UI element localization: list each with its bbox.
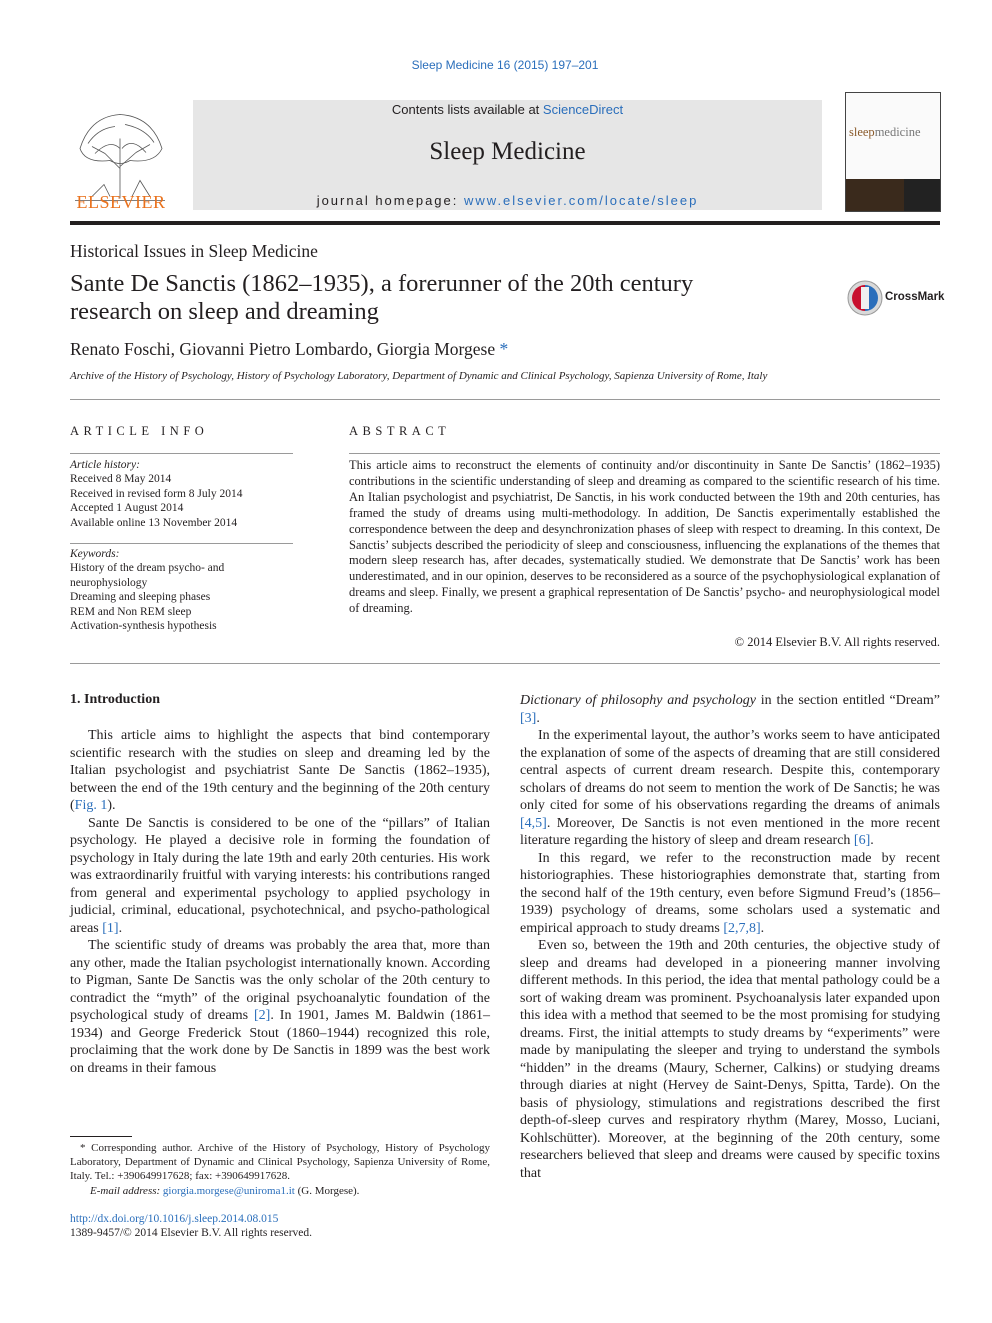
issn-copyright: 1389-9457/© 2014 Elsevier B.V. All rights reserved. [70, 1227, 313, 1239]
journal-title: Sleep Medicine [429, 138, 586, 165]
journal-homepage [193, 193, 822, 208]
citation-link[interactable]: [3] [520, 710, 537, 726]
text-run: In the experimental layout, the author’s works seem to have anticipated the explanation of some of the aspects of dreaming that are still considered central aspects of current dream research. Despite this, contemporary scholars of dreams do not seem to mention the work of De Sanctis; he was only cited for some of his observations regarding the dreams of animals [520, 728, 940, 813]
keywords-label: Keywords: [70, 548, 120, 560]
text-run: in the section entitled “Dream” [756, 693, 941, 708]
citation-link[interactable]: [2] [254, 1008, 271, 1023]
elsevier-wordmark: ELSEVIER [76, 192, 166, 212]
authors-text: Renato Foschi, Giovanni Pietro Lombardo, Giorgia Morgese [70, 339, 496, 359]
figure-ref-link[interactable]: Fig. 1 [74, 798, 108, 813]
abstract-text: This article aims to reconstruct the elements of continuity and/or discontinuity in Sante De Sanctis’ (1862–1935) contributions in the scientific understanding of sleep and dreaming as compared to the scientific research of his time. An Italian psychologist and psychiatrist, De Sanctis, in his work conducted between the 19th and 20th centuries, has framed the study of dreams using multi-methodology. In addition, De Sanctis experimentally established the correspondence between the deep and desynchronization phases of sleep with respect to dreaming. In this context, De Sanctis’ subjects described the periodicity of sleep and consciousness, influencing the explanations of the themes that modern sleep research has, after decades, systematically studied. We demonstrate that De Sanctis’ work has been underestimated, and in our opinion, deserves to be reconsidered as a source of the psychophysiological explanation of dreams and sleep. Finally, we present a graphical representation of De Sanctis’ psycho- and neurophysiological model of dreaming. [349, 458, 940, 616]
article-title [70, 270, 790, 326]
introduction-heading: 1. Introduction [70, 692, 160, 707]
divider [349, 453, 940, 454]
footnote-body: Corresponding author. Archive of the History of Psychology, History of Psychology Laboratory, Department of Dynamic and Clinical Psychology, Sapienza University of Rome, Italy. Tel.: +390649917628; fax: +390649917628. [70, 1142, 490, 1183]
text-run: Sante De Sanctis is considered to be one of the “pillars” of Italian psychology. He played a decisive role in forming the foundation of psychology in Italy during the late 19th and early 20th centuries. His work was extraordinarily fruitful with varying interests: his contributions ranged from general and experimental psychology to applied psychology in judicial, criminal, educational, psychotechnical, and psycho-pathological areas [70, 815, 490, 936]
citation-link[interactable]: [6] [853, 833, 871, 848]
history-item: Received in revised form 8 July 2014 [70, 487, 243, 500]
citation-link[interactable]: [1] [102, 920, 119, 936]
email-link[interactable]: giorgia.morgese@uniroma1.it [162, 1184, 295, 1197]
divider [70, 663, 940, 664]
section-heading: Historical Issues in Sleep Medicine [70, 241, 318, 261]
divider [70, 399, 940, 400]
keywords [70, 547, 293, 633]
footnote-text [70, 1141, 490, 1184]
text-run-italic: Dictionary of philosophy and psychology [520, 693, 757, 708]
history-label: Article history: [70, 459, 140, 471]
text-run: . [536, 710, 540, 726]
email-suffix: (G. Morgese). [294, 1184, 360, 1197]
abstract-heading: ABSTRACT [349, 424, 451, 438]
corresponding-author-mark[interactable]: * [499, 339, 509, 359]
footnote-rule [70, 1136, 132, 1137]
paragraph [70, 815, 490, 938]
corresponding-author-footnote [70, 1141, 490, 1198]
paragraph [70, 937, 490, 1077]
history-item: Received 8 May 2014 [70, 473, 172, 486]
citation-link[interactable]: [4,5] [520, 815, 547, 831]
article-info-heading: ARTICLE INFO [70, 424, 209, 438]
text-run: . [760, 920, 765, 936]
doi-link[interactable]: http://dx.doi.org/10.1016/j.sleep.2014.08.015 [70, 1213, 279, 1225]
keyword-item: REM and Non REM sleep [70, 605, 192, 618]
journal-citation[interactable]: Sleep Medicine 16 (2015) 197–201 [411, 58, 599, 72]
contents-prefix: Contents lists available at [391, 102, 543, 117]
text-run: . [118, 920, 123, 936]
text-run: The scientific study of dreams was probably the area that, more than any other, made the Italian psychologist internationally known. According to Pigman, Sante De Sanctis was the only scholar of the 20th century to contradict the “myth” of the original psychoanalytic foundation of the psychological study of dreams [70, 938, 490, 1023]
paragraph [520, 850, 940, 938]
cover-strip-accent [846, 179, 904, 211]
email-label: E-mail address: [90, 1184, 161, 1197]
homepage-link[interactable]: www.elsevier.com/locate/sleep [464, 193, 699, 208]
text-run: . [870, 833, 874, 848]
contents-available [193, 102, 822, 117]
paragraph: Even so, between the 19th and 20th centuries, the objective study of sleep and dreams had developed in a pioneering manner involving different methods. In this period, the idea that mental pathology could be a sort of waking dream was prominent. Psychoanalysis later expanded upon this idea with a method that seemed to be the most promising for studying dreams. First, the initial attempts to study dreams by “experiments” were made by manipulating the sleeper and trying to understand the symbols “hidden” in the dreams (Maury, Scherner, Calkins) or studying dreams through diaries at night (Hervey de Saint-Denys, Spitta, Tarde). On the basis of physiology, stimulations and registrations described the first depth-of-sleep curves and respiratory rhythm (Marey, Mosso, Luciani, Kohlschütter). Moreover, at the beginning of the 20th century, some researchers believed that sleep and dreams were caused by specific toxins that [520, 938, 940, 1181]
text-run: ). [107, 798, 116, 813]
citation-link[interactable]: [2,7,8] [723, 920, 761, 936]
cover-title [849, 125, 921, 140]
history-item: Available online 13 November 2014 [70, 516, 238, 529]
paragraph [520, 692, 940, 727]
keyword-item: Dreaming and sleeping phases [70, 591, 211, 604]
divider [70, 543, 293, 544]
keyword-item: neurophysiology [70, 576, 148, 589]
history-item: Accepted 1 August 2014 [70, 502, 184, 515]
text-run: This article aims to highlight the aspects that bind contemporary scientific research with the studies on sleep and dreaming led by the Italian psychologist and psychiatrist Sante De Sanctis (1862–1935), between the end of the 19th century and the beginning of the 20th century ( [70, 728, 490, 813]
body-column-left [70, 727, 490, 1077]
header-rule [70, 221, 940, 225]
text-run: . In 1901, James M. Baldwin (1861–1934) and George Frederick Stout (1860–1944) recognized this role, proclaiming that the work done by De Sanctis in 1899 was the best work on dreams in their famous [70, 1008, 490, 1076]
cover-title-a: sleep [849, 125, 875, 139]
keyword-item: History of the dream psycho- and [70, 562, 225, 575]
title-line-2: research on sleep and dreaming [70, 298, 379, 325]
affiliation: Archive of the History of Psychology, History of Psychology Laboratory, Department of Dynamic and Clinical Psychology, Sapienza University of Rome, Italy [70, 370, 768, 382]
crossmark-icon[interactable] [846, 279, 884, 317]
keyword-item: Activation-synthesis hypothesis [70, 620, 217, 633]
text-run: . Moreover, De Sanctis is not even mentioned in the more recent literature regarding the history of sleep and dream research [520, 815, 940, 848]
article-history [70, 458, 242, 530]
abstract-copyright: © 2014 Elsevier B.V. All rights reserved. [734, 635, 940, 649]
journal-cover-thumbnail[interactable] [845, 92, 941, 212]
author-list [70, 339, 508, 360]
paragraph [520, 727, 940, 850]
divider [70, 453, 293, 454]
title-line-1: Sante De Sanctis (1862–1935), a forerunner of the 20th century [70, 270, 694, 297]
crossmark-label[interactable]: CrossMark [885, 291, 945, 303]
footnote-email [70, 1184, 490, 1198]
homepage-prefix: journal homepage: [316, 193, 464, 208]
paragraph [70, 727, 490, 815]
body-column-right [520, 692, 940, 1182]
sciencedirect-link[interactable]: ScienceDirect [542, 102, 624, 117]
footnote-mark: * [80, 1142, 86, 1154]
text-run: In this regard, we refer to the reconstruction made by recent historiographies. These historiographies demonstrate that, starting from the second half of the 19th century, even before Sigmund Freud’s (1856–1939) psychology of dreams, some scholars used a systematic and empirical approach to study dreams [520, 850, 940, 936]
cover-title-b: medicine [874, 125, 921, 139]
